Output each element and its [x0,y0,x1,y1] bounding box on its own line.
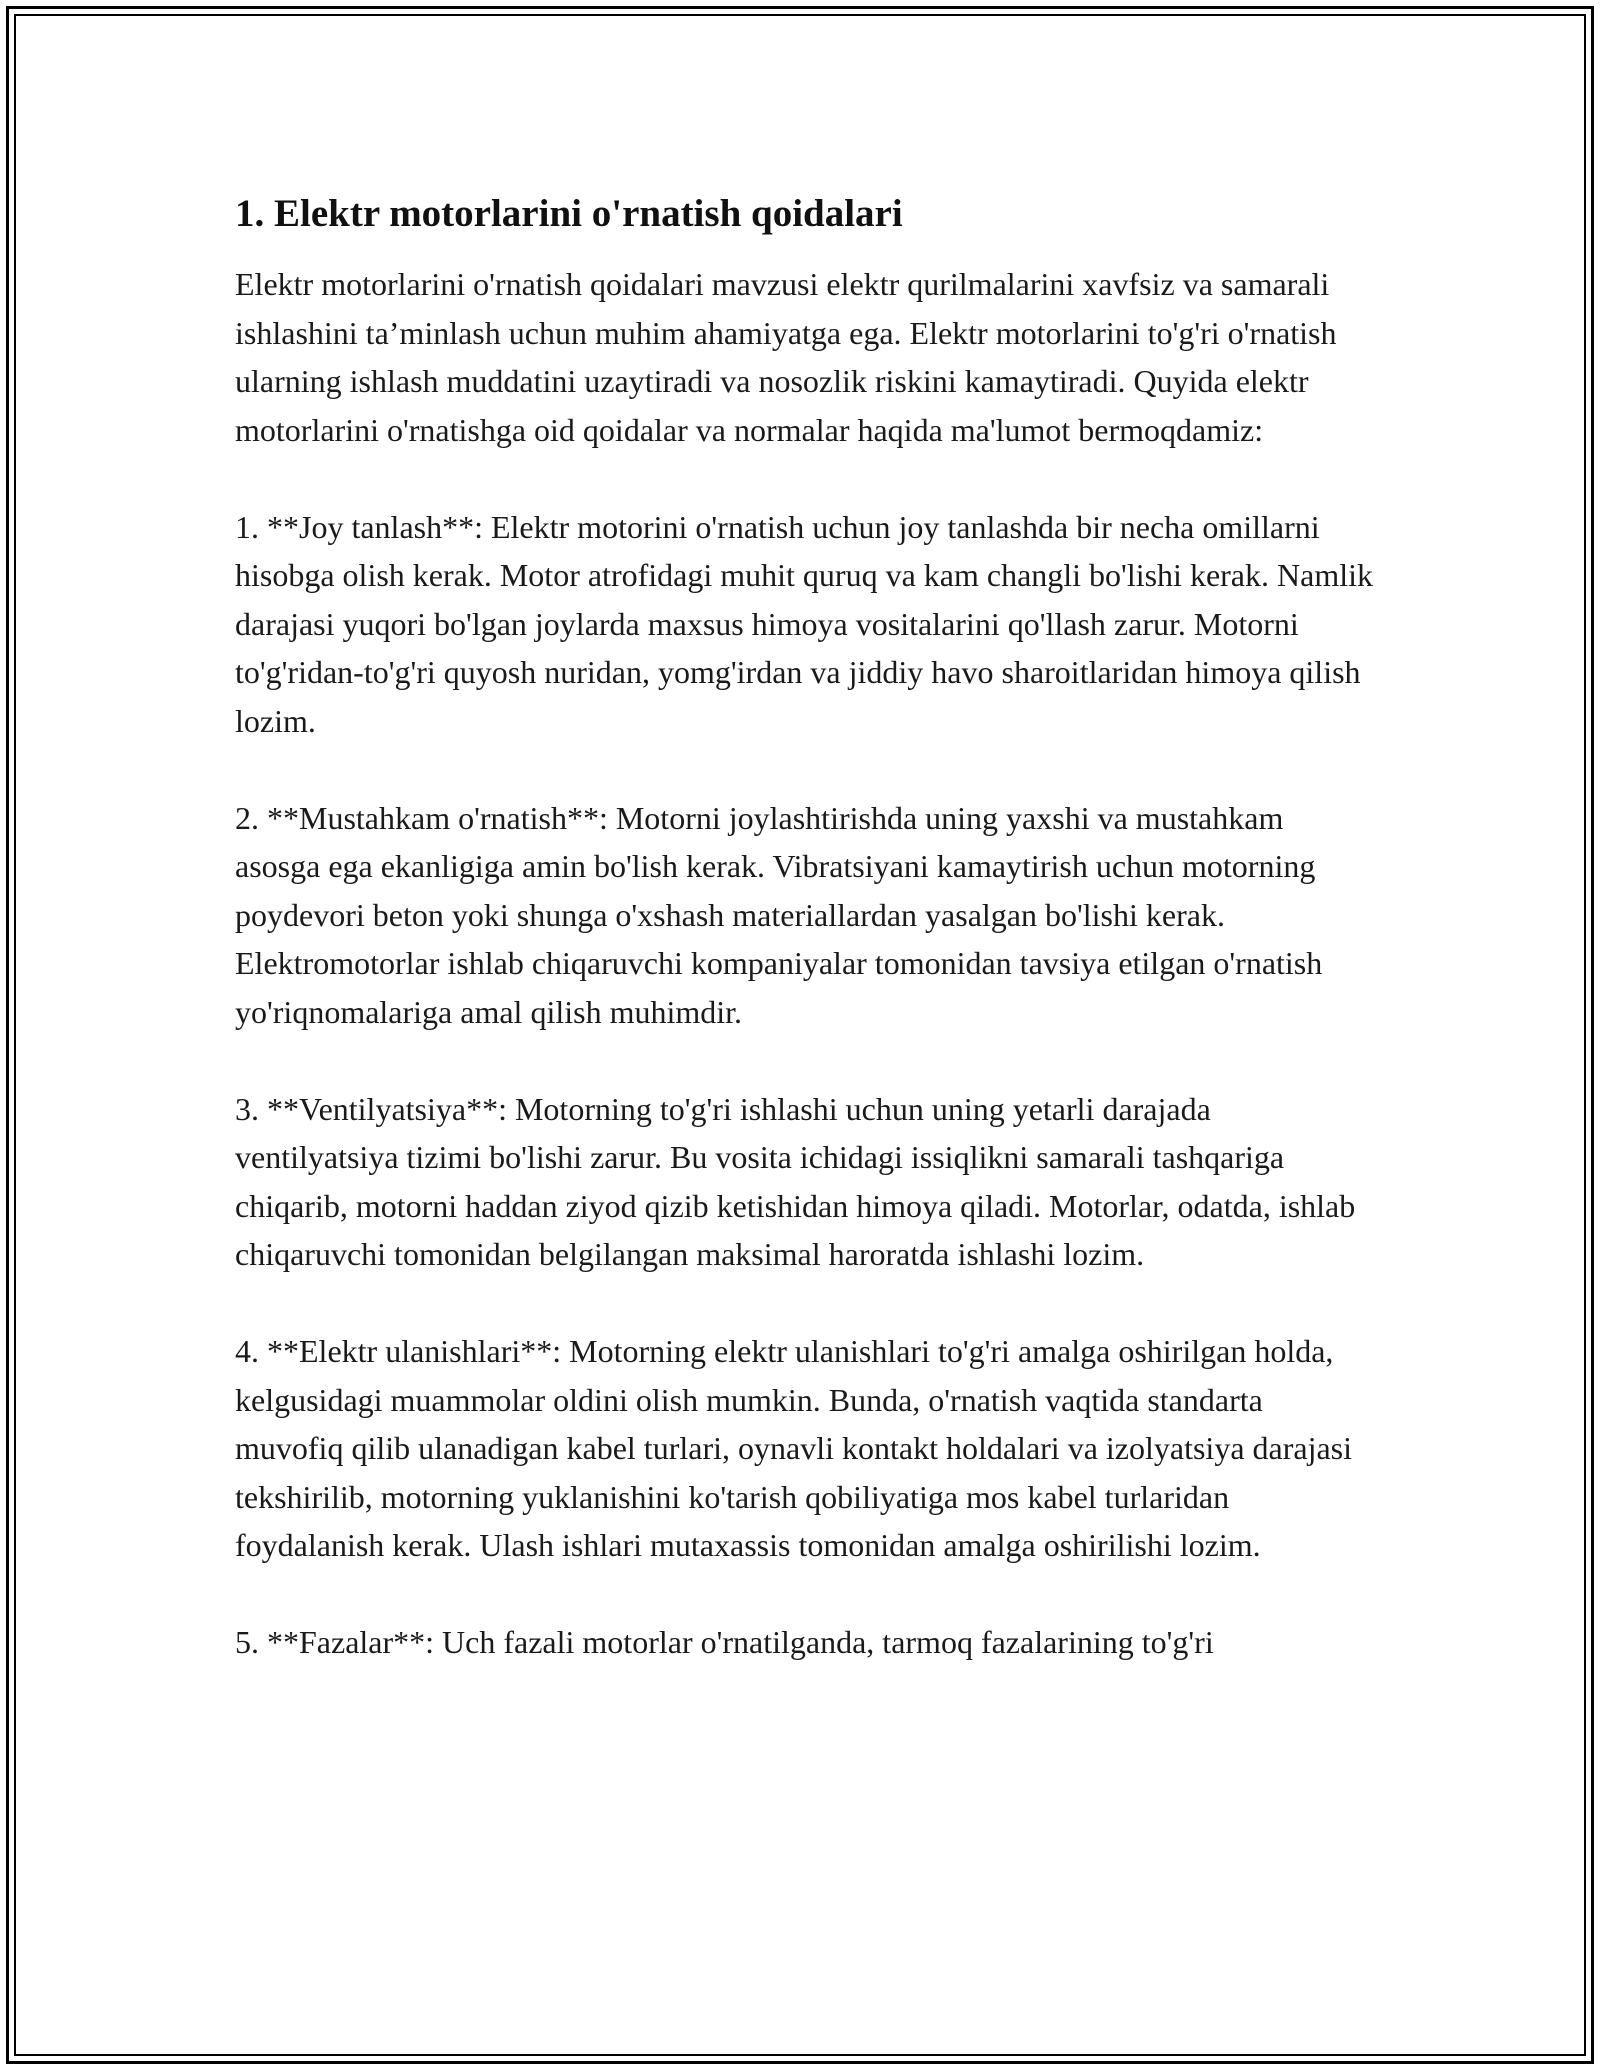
paragraph-mustahkam-ornatish: 2. **Mustahkam o'rnatish**: Motorni joylashtirishda uning yaxshi va mustahkam asosga ega ekanligiga amin bo'lish kerak. Vibratsiyani kamaytirish uchun motorning poydevori beton yoki shunga o'xshash materiallardan yasalgan bo'lishi kerak. Elektromotorlar ishlab chiqaruvchi kompaniyalar tomonidan tavsiya etilgan o'rnatish yo'riqnomalariga amal qilish muhimdir. [235,799,1323,1030]
paragraph-joy-tanlash: 1. **Joy tanlash**: Elektr motorini o'rnatish uchun joy tanlashda bir necha omillarni hisobga olish kerak. Motor atrofidagi muhit quruq va kam changli bo'lishi kerak. Namlik darajasi yuqori bo'lgan joylarda maxsus himoya vositalarini qo'llash zarur. Motorni to'g'ridan-to'g'ri quyosh nuridan, yomg'irdan va jiddiy havo sharoitlaridan himoya qilish lozim. [235,508,1373,739]
paragraph-ventilyatsiya: 3. **Ventilyatsiya**: Motorning to'g'ri ishlashi uchun uning yetarli darajada ventilyatsiya tizimi bo'lishi zarur. Bu vosita ichidagi issiqlikni samarali tashqariga chiqarib, motorni haddan ziyod qizib ketishidan himoya qiladi. Motorlar, odatda, ishlab chiqaruvchi tomonidan belgilangan maksimal haroratda ishlashi lozim. [235,1090,1356,1272]
section-title: 1. Elektr motorlarini o'rnatish qoidalari [235,192,903,235]
intro-paragraph: Elektr motorlarini o'rnatish qoidalari mavzusi elektr qurilmalarini xavfsiz va samarali ishlashini ta’minlash uchun muhim ahamiyatga ega. Elektr motorlarini to'g'ri o'rnatish ularning ishlash muddatini uzaytiradi va nosozlik riskini kamaytiradi. Quyida elektr motorlarini o'rnatishga oid qoidalar va normalar haqida ma'lumot bermoqdamiz: [235,266,1337,448]
paragraph-elektr-ulanishlari: 4. **Elektr ulanishlari**: Motorning elektr ulanishlari to'g'ri amalga oshirilgan holda, kelgusidagi muammolar oldini olish mumkin. Bunda, o'rnatish vaqtida standarta muvofiq qilib ulanadigan kabel turlari, oynavli kontakt holdalari va izolyatsiya darajasi tekshirilib, motorning yuklanishini ko'tarish qobiliyatiga mos kabel turlaridan foydalanish kerak. Ulash ishlari mutaxassis tomonidan amalga oshirilishi lozim. [235,1333,1353,1563]
document-page [235,188,1375,1667]
paragraph-fazalar: 5. **Fazalar**: Uch fazali motorlar o'rnatilganda, tarmoq fazalarining to'g'ri [235,1624,1214,1660]
